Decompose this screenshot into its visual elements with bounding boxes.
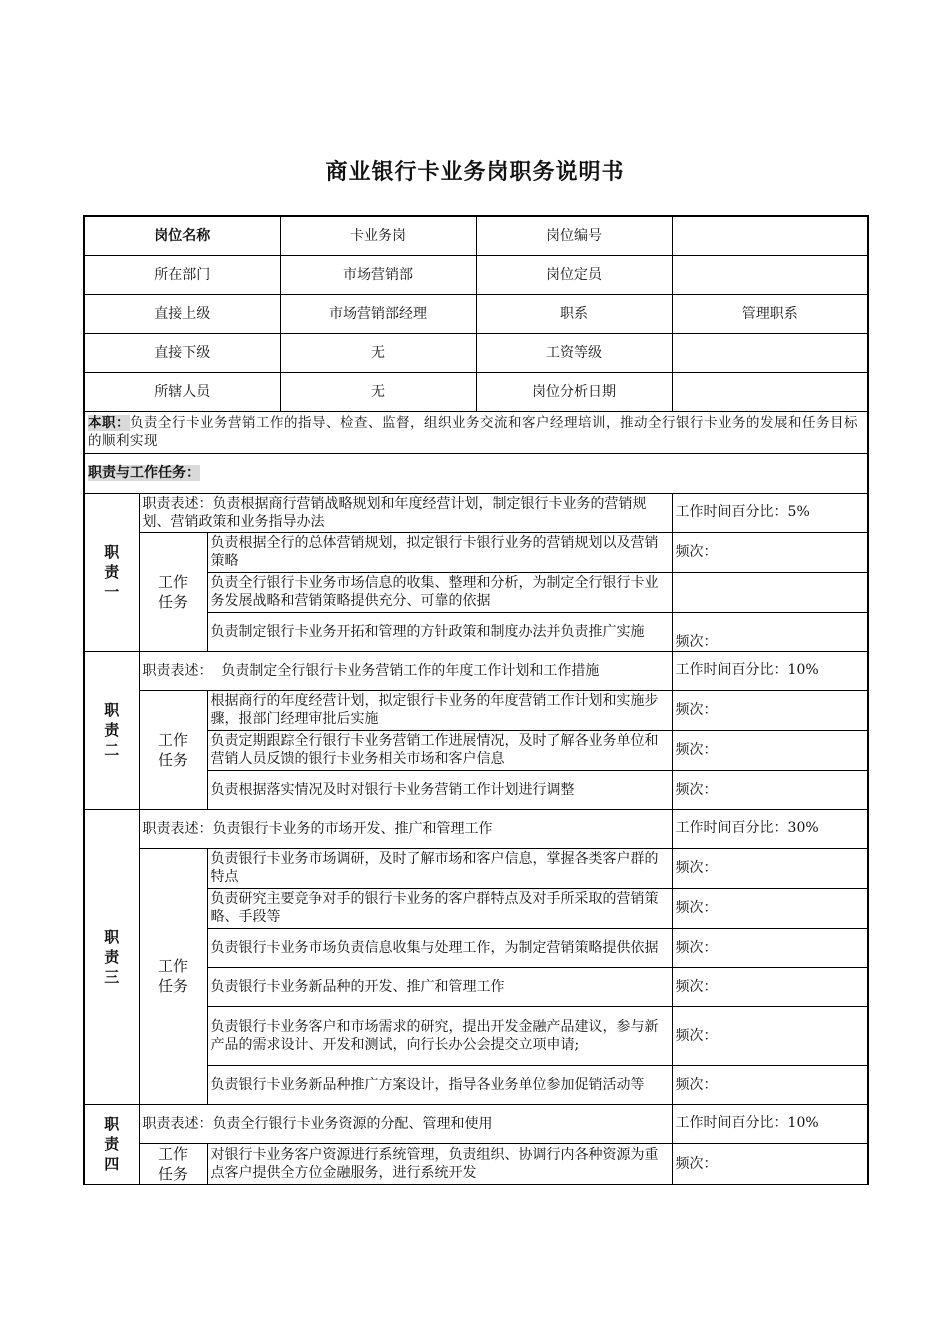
summary-row — [84, 411, 868, 453]
basic-label: 所在部门 — [84, 255, 280, 294]
task-frequency — [672, 572, 868, 612]
section-row — [84, 453, 868, 493]
task-text: 负责银行卡业务市场调研，及时了解市场和客户信息，掌握各类客户群的特点 — [207, 848, 672, 888]
task-frequency: 频次： — [672, 612, 868, 651]
task-frequency: 频次： — [672, 848, 868, 888]
task-row — [84, 532, 868, 572]
duty-name: 职责二 — [84, 651, 139, 809]
task-text: 负责定期跟踪全行银行卡业务营销工作进展情况，及时了解各业务单位和营销人员反馈的银行卡业务相关市场和客户信息 — [207, 730, 672, 770]
task-label: 工作任务 — [139, 532, 207, 651]
basic-value: 市场营销部 — [280, 255, 476, 294]
basic-value — [672, 333, 868, 372]
task-row — [84, 848, 868, 888]
duty-percent: 工作时间百分比：30% — [672, 809, 868, 848]
section-cell — [84, 453, 868, 493]
duty-desc-cell: 职责表述：负责全行银行卡业务资源的分配、管理和使用 — [139, 1104, 672, 1143]
task-frequency: 频次： — [672, 1006, 868, 1065]
basic-value: 卡业务岗 — [280, 216, 476, 255]
document-title: 商业银行卡业务岗职务说明书 — [325, 160, 625, 185]
task-frequency: 频次： — [672, 928, 868, 967]
job-table — [83, 215, 869, 1185]
task-frequency: 频次： — [672, 730, 868, 770]
basic-row — [84, 216, 868, 255]
duty-desc-cell: 职责表述： 负责制定全行银行卡业务营销工作的年度工作计划和工作措施 — [139, 651, 672, 690]
task-text: 负责根据落实情况及时对银行卡业务营销工作计划进行调整 — [207, 770, 672, 809]
basic-value — [672, 372, 868, 411]
task-frequency: 频次： — [672, 770, 868, 809]
basic-value — [672, 255, 868, 294]
duty-name: 职责四 — [84, 1104, 139, 1184]
basic-label: 直接下级 — [84, 333, 280, 372]
basic-label: 工资等级 — [476, 333, 672, 372]
task-frequency: 频次： — [672, 1143, 868, 1184]
task-label: 工作任务 — [139, 690, 207, 809]
duty-desc-cell: 职责表述：负责银行卡业务的市场开发、推广和管理工作 — [139, 809, 672, 848]
task-text: 负责银行卡业务新品种的开发、推广和管理工作 — [207, 967, 672, 1006]
duty-desc-cell: 职责表述：负责根据商行营销战略规划和年度经营计划，制定银行卡业务的营销规划、营销政策和业务指导办法 — [139, 493, 672, 532]
duty-name: 职责一 — [84, 493, 139, 651]
section-label: 职责与工作任务： — [88, 465, 200, 481]
duty-desc-row — [84, 809, 868, 848]
basic-row — [84, 333, 868, 372]
duty-desc-row — [84, 493, 868, 532]
task-row — [84, 690, 868, 730]
task-text: 负责银行卡业务客户和市场需求的研究，提出开发金融产品建议，参与新产品的需求设计、开发和测试，向行长办公会提交立项申请; — [207, 1006, 672, 1065]
summary-cell — [84, 411, 868, 453]
summary-text: 负责全行卡业务营销工作的指导、检查、监督，组织业务交流和客户经理培训，推动全行银行卡业务的发展和任务目标的顺利实现 — [88, 415, 858, 449]
basic-row — [84, 255, 868, 294]
summary-label: 本职： — [88, 415, 130, 431]
duty-percent: 工作时间百分比：10% — [672, 651, 868, 690]
task-text: 负责全行银行卡业务市场信息的收集、整理和分析，为制定全行银行卡业务发展战略和营销策略提供充分、可靠的依据 — [207, 572, 672, 612]
basic-value — [672, 216, 868, 255]
task-row — [84, 1143, 868, 1184]
duty-percent: 工作时间百分比：10% — [672, 1104, 868, 1143]
basic-label: 岗位分析日期 — [476, 372, 672, 411]
duty-name: 职责三 — [84, 809, 139, 1104]
basic-label: 岗位编号 — [476, 216, 672, 255]
task-frequency: 频次： — [672, 888, 868, 928]
task-text: 负责研究主要竞争对手的银行卡业务的客户群特点及对手所采取的营销策略、手段等 — [207, 888, 672, 928]
duty-desc-row — [84, 651, 868, 690]
basic-label: 所辖人员 — [84, 372, 280, 411]
basic-row — [84, 294, 868, 333]
job-description-sheet — [83, 215, 867, 1185]
basic-value: 管理职系 — [672, 294, 868, 333]
task-label: 工作任务 — [139, 1143, 207, 1184]
task-text: 根据商行的年度经营计划，拟定银行卡业务的年度营销工作计划和实施步骤，报部门经理审批后实施 — [207, 690, 672, 730]
task-text: 对银行卡业务客户资源进行系统管理，负责组织、协调行内各种资源为重点客户提供全方位金融服务，进行系统开发 — [207, 1143, 672, 1184]
basic-label: 岗位定员 — [476, 255, 672, 294]
task-frequency: 频次： — [672, 690, 868, 730]
task-text: 负责银行卡业务市场负责信息收集与处理工作，为制定营销策略提供依据 — [207, 928, 672, 967]
task-frequency: 频次： — [672, 1065, 868, 1104]
task-text: 负责制定银行卡业务开拓和管理的方针政策和制度办法并负责推广实施 — [207, 612, 672, 651]
duty-percent: 工作时间百分比：5% — [672, 493, 868, 532]
task-frequency: 频次： — [672, 532, 868, 572]
task-frequency: 频次： — [672, 967, 868, 1006]
basic-label: 职系 — [476, 294, 672, 333]
basic-value: 无 — [280, 372, 476, 411]
basic-label: 直接上级 — [84, 294, 280, 333]
task-label: 工作任务 — [139, 848, 207, 1104]
task-text: 负责银行卡业务新品种推广方案设计，指导各业务单位参加促销活动等 — [207, 1065, 672, 1104]
basic-row — [84, 372, 868, 411]
basic-label: 岗位名称 — [84, 216, 280, 255]
task-text: 负责根据全行的总体营销规划，拟定银行卡银行业务的营销规划以及营销策略 — [207, 532, 672, 572]
basic-value: 市场营销部经理 — [280, 294, 476, 333]
basic-value: 无 — [280, 333, 476, 372]
duty-desc-row — [84, 1104, 868, 1143]
